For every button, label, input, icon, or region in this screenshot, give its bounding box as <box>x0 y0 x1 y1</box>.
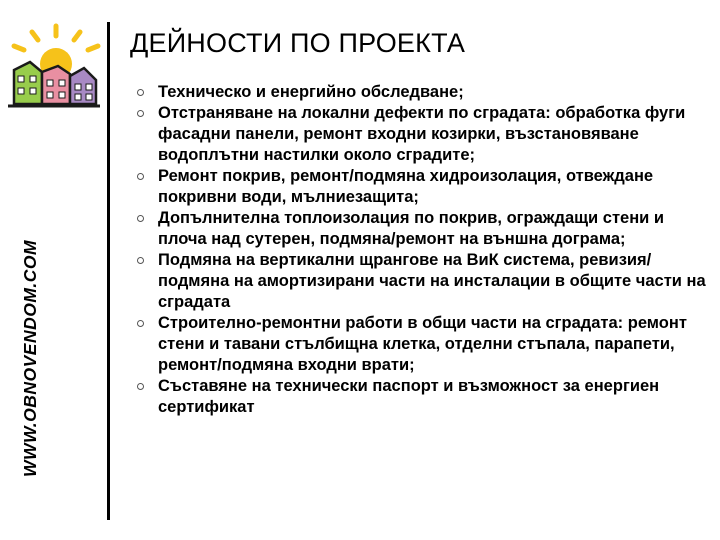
list-item-text: Съставяне на технически паспорт и възможност за енергиен сертификат <box>158 377 660 416</box>
activity-list <box>132 82 716 418</box>
circle-bullet-icon <box>137 89 144 96</box>
list-item-text: Отстраняване на локални дефекти по сградата: обработка фуги фасадни панели, ремонт входни козирки, възстановяване водоплътни настилки около сградите; <box>158 104 686 164</box>
vertical-divider <box>107 22 110 520</box>
list-item <box>132 103 716 166</box>
list-item <box>132 82 716 103</box>
website-vertical-label: WWW.OBNOVENDOM.COM <box>20 239 40 477</box>
list-item <box>132 250 716 313</box>
circle-bullet-icon <box>137 110 144 117</box>
list-item <box>132 313 716 376</box>
circle-bullet-icon <box>137 215 144 222</box>
list-item <box>132 208 716 250</box>
list-item <box>132 166 716 208</box>
list-item-text: Ремонт покрив, ремонт/подмяна хидроизолация, отвеждане покривни води, мълниезащита; <box>158 167 654 206</box>
circle-bullet-icon <box>137 320 144 327</box>
circle-bullet-icon <box>137 383 144 390</box>
circle-bullet-icon <box>137 257 144 264</box>
list-item-text: Строително-ремонтни работи в общи части на сградата: ремонт стени и тавани стълбищна клетка, отделни стъпала, парапети, ремонт/подмяна входни врати; <box>158 314 687 374</box>
list-item-text: Техническо и енергийно обследване; <box>158 83 464 101</box>
list-item-text: Допълнителна топлоизолация по покрив, ограждащи стени и плоча над сутерен, подмяна/ремонт на външна дограма; <box>158 209 665 248</box>
list-item <box>132 376 716 418</box>
circle-bullet-icon <box>137 173 144 180</box>
page-title: ДЕЙНОСТИ ПО ПРОЕКТА <box>130 28 466 58</box>
logo-houses-sun-icon <box>2 22 102 114</box>
list-item-text: Подмяна на вертикални щрангове на ВиК система, ревизия/подмяна на амортизирани части на инсталации в общите части на сградата <box>158 251 706 311</box>
